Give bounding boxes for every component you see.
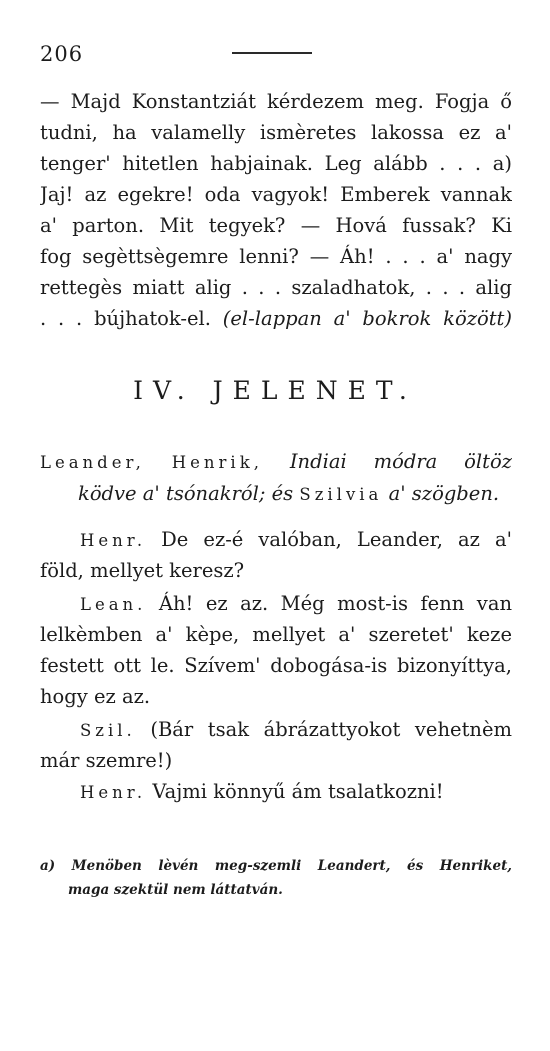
speaker-name: Henr.: [80, 531, 147, 550]
cast-line-1: [40, 448, 512, 477]
footnote-line: a) Menöben lèvén meg-szemli Leandert, és Henriket,: [40, 858, 512, 874]
dialogue-line: már szemre!): [40, 749, 173, 772]
dialogue-text: (Bár tsak ábrázattyokot vehetnèm: [150, 718, 512, 741]
costume-description: ködve a' tsónakról;: [78, 482, 266, 505]
monologue-line: tenger' hitetlen habjainak. Leg alább . . . a): [40, 152, 512, 175]
speaker-name: Lean.: [80, 595, 147, 614]
monologue-line: a' parton. Mit tegyek? — Hová fussak? Ki: [40, 214, 512, 237]
monologue-line: rettegès miatt alig . . . szaladhatok, . . . alig: [40, 276, 512, 299]
page-number: 206: [40, 42, 84, 66]
dialogue-text: Áh! ez az. Még most-is fenn van: [158, 592, 512, 615]
monologue-line: Jaj! az egekre! oda vagyok! Emberek vannak: [40, 183, 512, 206]
character-name: Szilvia: [299, 485, 383, 504]
character-name: Henrik,: [171, 453, 263, 472]
dialogue-line: [80, 526, 512, 555]
footnote-line: maga szektül nem láttatván.: [68, 882, 283, 898]
scene-heading: IV. JELENET.: [133, 376, 417, 405]
dialogue-line: [80, 778, 512, 807]
cast-line-2: [78, 480, 512, 509]
dialogue-line: [80, 716, 512, 745]
dialogue-line: festett ott le. Szívem' dobogása-is bizonyíttya,: [40, 654, 512, 677]
dialogue-text: De ez-é valóban, Leander, az a': [161, 528, 512, 551]
stage-direction: (el-lappan a' bokrok között): [222, 307, 512, 330]
conjunction: és: [271, 482, 294, 505]
position-description: a' szögben.: [388, 482, 500, 505]
dialogue-line: lelkèmben a' kèpe, mellyet a' szeretet' keze: [40, 623, 512, 646]
dialogue-text: Vajmi könnyű ám tsalatkozni!: [152, 780, 444, 803]
dialogue-line: föld, mellyet keresz?: [40, 559, 245, 582]
monologue-line: tudni, ha valamelly ismèretes lakossa ez a': [40, 121, 512, 144]
character-name: Leander,: [40, 453, 145, 472]
dialogue-line: hogy ez az.: [40, 685, 151, 708]
dialogue-line: [80, 590, 512, 619]
speaker-name: Szil.: [80, 721, 136, 740]
monologue-text: . . . bújhatok-el.: [40, 307, 211, 330]
monologue-line: fog segèttsègemre lenni? — Áh! . . . a' nagy: [40, 245, 512, 268]
monologue-line: — Majd Konstantziát kérdezem meg. Fogja ő: [40, 90, 512, 113]
speaker-name: Henr.: [80, 783, 147, 802]
costume-description: Indiai módra öltöz: [289, 450, 512, 473]
header-rule: [232, 52, 312, 54]
monologue-last-line: [40, 305, 512, 333]
